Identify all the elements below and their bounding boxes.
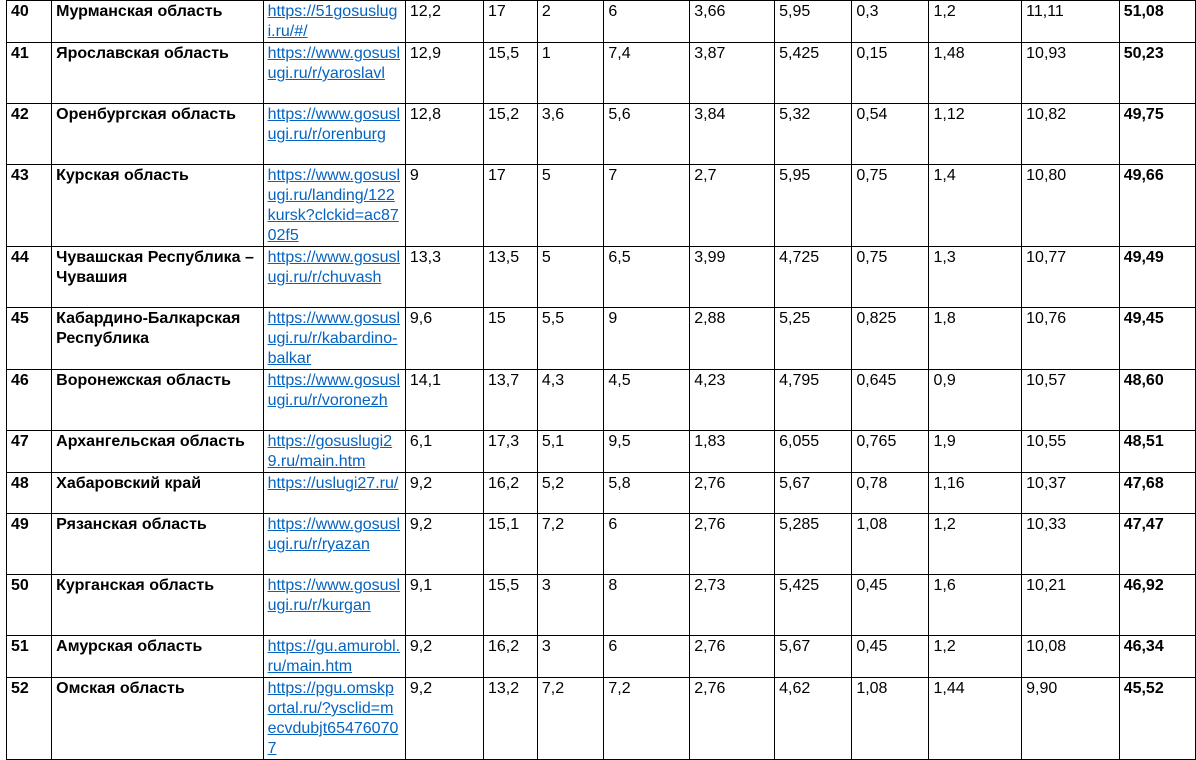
score-cell: 9,2 (405, 473, 483, 514)
portal-url-cell (263, 370, 405, 431)
score-cell: 1,2 (929, 636, 1022, 678)
score-cell: 4,795 (775, 370, 852, 431)
score-cell: 2,76 (690, 678, 775, 760)
score-cell: 3,6 (537, 104, 603, 165)
portal-link[interactable]: https://pgu.omskportal.ru/?ysclid=mecvdubjt654760707 (267, 680, 399, 757)
rank-cell: 47 (7, 431, 52, 473)
score-cell: 4,23 (690, 370, 775, 431)
score-cell: 16,2 (483, 636, 537, 678)
region-name-cell: Воронежская область (52, 370, 263, 431)
score-cell: 1,6 (929, 575, 1022, 636)
score-cell: 3 (537, 575, 603, 636)
score-cell: 2,76 (690, 473, 775, 514)
rank-cell: 51 (7, 636, 52, 678)
score-cell: 17 (483, 165, 537, 247)
total-score-cell: 46,92 (1119, 575, 1195, 636)
portal-url-cell (263, 514, 405, 575)
score-cell: 5,285 (775, 514, 852, 575)
table-row (7, 104, 1196, 165)
score-cell: 9,2 (405, 678, 483, 760)
total-score-cell: 45,52 (1119, 678, 1195, 760)
region-name-cell: Хабаровский край (52, 473, 263, 514)
score-cell: 0,78 (852, 473, 929, 514)
score-cell: 0,3 (852, 1, 929, 43)
score-cell: 4,5 (604, 370, 690, 431)
score-cell: 1,4 (929, 165, 1022, 247)
score-cell: 3,87 (690, 43, 775, 104)
table-row (7, 43, 1196, 104)
total-score-cell: 46,34 (1119, 636, 1195, 678)
score-cell: 5,25 (775, 308, 852, 370)
score-cell: 5,32 (775, 104, 852, 165)
total-score-cell: 49,66 (1119, 165, 1195, 247)
total-score-cell: 47,68 (1119, 473, 1195, 514)
total-score-cell: 48,51 (1119, 431, 1195, 473)
region-name-cell: Ярославская область (52, 43, 263, 104)
score-cell: 1,2 (929, 514, 1022, 575)
score-cell: 1,12 (929, 104, 1022, 165)
score-cell: 12,8 (405, 104, 483, 165)
score-cell: 4,3 (537, 370, 603, 431)
region-name-cell: Курганская область (52, 575, 263, 636)
portal-link[interactable]: https://www.gosuslugi.ru/r/voronezh (267, 372, 401, 409)
rank-cell: 48 (7, 473, 52, 514)
score-cell: 0,45 (852, 636, 929, 678)
portal-link[interactable]: https://www.gosuslugi.ru/r/chuvash (267, 249, 401, 286)
region-name-cell: Амурская область (52, 636, 263, 678)
score-cell: 4,62 (775, 678, 852, 760)
score-cell: 3 (537, 636, 603, 678)
score-cell: 1,8 (929, 308, 1022, 370)
score-cell: 11,11 (1022, 1, 1120, 43)
table-row (7, 678, 1196, 760)
score-cell: 5,95 (775, 165, 852, 247)
portal-url-cell (263, 575, 405, 636)
total-score-cell: 48,60 (1119, 370, 1195, 431)
score-cell: 10,37 (1022, 473, 1120, 514)
score-cell: 4,725 (775, 247, 852, 308)
total-score-cell: 49,49 (1119, 247, 1195, 308)
table-row (7, 575, 1196, 636)
score-cell: 5 (537, 247, 603, 308)
score-cell: 13,7 (483, 370, 537, 431)
region-name-cell: Рязанская область (52, 514, 263, 575)
score-cell: 6,055 (775, 431, 852, 473)
score-cell: 2 (537, 1, 603, 43)
region-name-cell: Оренбургская область (52, 104, 263, 165)
rank-cell: 42 (7, 104, 52, 165)
portal-url-cell (263, 473, 405, 514)
score-cell: 9 (405, 165, 483, 247)
score-cell: 3,99 (690, 247, 775, 308)
score-cell: 1,08 (852, 678, 929, 760)
score-cell: 7,4 (604, 43, 690, 104)
score-cell: 10,77 (1022, 247, 1120, 308)
score-cell: 9 (604, 308, 690, 370)
table-row (7, 431, 1196, 473)
score-cell: 9,2 (405, 636, 483, 678)
score-cell: 5,67 (775, 473, 852, 514)
portal-url-cell (263, 678, 405, 760)
score-cell: 13,2 (483, 678, 537, 760)
score-cell: 0,765 (852, 431, 929, 473)
score-cell: 5,67 (775, 636, 852, 678)
score-cell: 12,2 (405, 1, 483, 43)
table-row (7, 165, 1196, 247)
rank-cell: 46 (7, 370, 52, 431)
portal-link[interactable]: https://www.gosuslugi.ru/r/kurgan (267, 577, 401, 614)
portal-url-cell (263, 104, 405, 165)
score-cell: 15 (483, 308, 537, 370)
score-cell: 15,5 (483, 43, 537, 104)
score-cell: 15,5 (483, 575, 537, 636)
portal-url-cell (263, 43, 405, 104)
score-cell: 1,08 (852, 514, 929, 575)
region-name-cell: Кабардино-Балкарская Республика (52, 308, 263, 370)
score-cell: 17 (483, 1, 537, 43)
score-cell: 0,75 (852, 165, 929, 247)
region-name-cell: Архангельская область (52, 431, 263, 473)
portal-link[interactable]: https://www.gosuslugi.ru/r/ryazan (267, 516, 401, 553)
total-score-cell: 49,75 (1119, 104, 1195, 165)
region-name-cell: Мурманская область (52, 1, 263, 43)
table-row (7, 370, 1196, 431)
ranking-table (6, 0, 1196, 760)
score-cell: 5,1 (537, 431, 603, 473)
score-cell: 1,83 (690, 431, 775, 473)
score-cell: 7,2 (604, 678, 690, 760)
total-score-cell: 49,45 (1119, 308, 1195, 370)
portal-link[interactable]: https://www.gosuslugi.ru/r/yaroslavl (267, 45, 401, 82)
score-cell: 9,90 (1022, 678, 1120, 760)
rank-cell: 43 (7, 165, 52, 247)
portal-link[interactable]: https://51gosuslugi.ru/#/ (267, 3, 398, 40)
score-cell: 7,2 (537, 514, 603, 575)
score-cell: 6,1 (405, 431, 483, 473)
score-cell: 10,82 (1022, 104, 1120, 165)
rank-cell: 44 (7, 247, 52, 308)
score-cell: 14,1 (405, 370, 483, 431)
score-cell: 5,6 (604, 104, 690, 165)
score-cell: 16,2 (483, 473, 537, 514)
score-cell: 9,2 (405, 514, 483, 575)
rank-cell: 40 (7, 1, 52, 43)
score-cell: 3,84 (690, 104, 775, 165)
score-cell: 3,66 (690, 1, 775, 43)
score-cell: 0,15 (852, 43, 929, 104)
score-cell: 5 (537, 165, 603, 247)
region-name-cell: Чувашская Республика – Чувашия (52, 247, 263, 308)
score-cell: 1 (537, 43, 603, 104)
portal-url-cell (263, 247, 405, 308)
score-cell: 10,08 (1022, 636, 1120, 678)
score-cell: 10,76 (1022, 308, 1120, 370)
total-score-cell: 50,23 (1119, 43, 1195, 104)
score-cell: 2,88 (690, 308, 775, 370)
portal-url-cell (263, 431, 405, 473)
score-cell: 1,16 (929, 473, 1022, 514)
table-row (7, 473, 1196, 514)
score-cell: 5,95 (775, 1, 852, 43)
portal-link[interactable]: https://gu.amurobl.ru/main.htm (267, 638, 401, 675)
score-cell: 6 (604, 514, 690, 575)
score-cell: 10,21 (1022, 575, 1120, 636)
table-row (7, 514, 1196, 575)
score-cell: 6 (604, 636, 690, 678)
rank-cell: 52 (7, 678, 52, 760)
score-cell: 17,3 (483, 431, 537, 473)
score-cell: 0,825 (852, 308, 929, 370)
portal-link[interactable]: https://www.gosuslugi.ru/landing/122kursk?clckid=ac8702f5 (267, 167, 401, 244)
portal-url-cell (263, 165, 405, 247)
score-cell: 0,9 (929, 370, 1022, 431)
score-cell: 8 (604, 575, 690, 636)
score-cell: 0,54 (852, 104, 929, 165)
table-row (7, 1, 1196, 43)
score-cell: 9,1 (405, 575, 483, 636)
score-cell: 2,76 (690, 514, 775, 575)
score-cell: 5,5 (537, 308, 603, 370)
score-cell: 7,2 (537, 678, 603, 760)
score-cell: 15,1 (483, 514, 537, 575)
score-cell: 5,8 (604, 473, 690, 514)
score-cell: 10,93 (1022, 43, 1120, 104)
table-row (7, 247, 1196, 308)
portal-link[interactable]: https://www.gosuslugi.ru/r/orenburg (267, 106, 401, 143)
rank-cell: 50 (7, 575, 52, 636)
rank-cell: 49 (7, 514, 52, 575)
score-cell: 1,2 (929, 1, 1022, 43)
table-row (7, 636, 1196, 678)
score-cell: 5,425 (775, 43, 852, 104)
score-cell: 13,5 (483, 247, 537, 308)
rank-cell: 41 (7, 43, 52, 104)
score-cell: 2,76 (690, 636, 775, 678)
region-name-cell: Омская область (52, 678, 263, 760)
score-cell: 10,55 (1022, 431, 1120, 473)
portal-url-cell (263, 1, 405, 43)
score-cell: 1,9 (929, 431, 1022, 473)
score-cell: 1,48 (929, 43, 1022, 104)
score-cell: 10,57 (1022, 370, 1120, 431)
portal-url-cell (263, 636, 405, 678)
portal-link[interactable]: https://gosuslugi29.ru/main.htm (267, 433, 393, 470)
score-cell: 6 (604, 1, 690, 43)
score-cell: 0,75 (852, 247, 929, 308)
score-cell: 7 (604, 165, 690, 247)
region-name-cell: Курская область (52, 165, 263, 247)
score-cell: 9,6 (405, 308, 483, 370)
total-score-cell: 47,47 (1119, 514, 1195, 575)
total-score-cell: 51,08 (1119, 1, 1195, 43)
score-cell: 0,45 (852, 575, 929, 636)
score-cell: 6,5 (604, 247, 690, 308)
score-cell: 10,80 (1022, 165, 1120, 247)
score-cell: 10,33 (1022, 514, 1120, 575)
score-cell: 2,7 (690, 165, 775, 247)
score-cell: 9,5 (604, 431, 690, 473)
score-cell: 15,2 (483, 104, 537, 165)
portal-link[interactable]: https://www.gosuslugi.ru/r/kabardino-balkar (267, 310, 401, 367)
score-cell: 1,44 (929, 678, 1022, 760)
portal-link[interactable]: https://uslugi27.ru/ (267, 475, 399, 492)
table-row (7, 308, 1196, 370)
score-cell: 2,73 (690, 575, 775, 636)
score-cell: 1,3 (929, 247, 1022, 308)
score-cell: 12,9 (405, 43, 483, 104)
portal-url-cell (263, 308, 405, 370)
score-cell: 5,425 (775, 575, 852, 636)
score-cell: 13,3 (405, 247, 483, 308)
rank-cell: 45 (7, 308, 52, 370)
score-cell: 5,2 (537, 473, 603, 514)
score-cell: 0,645 (852, 370, 929, 431)
